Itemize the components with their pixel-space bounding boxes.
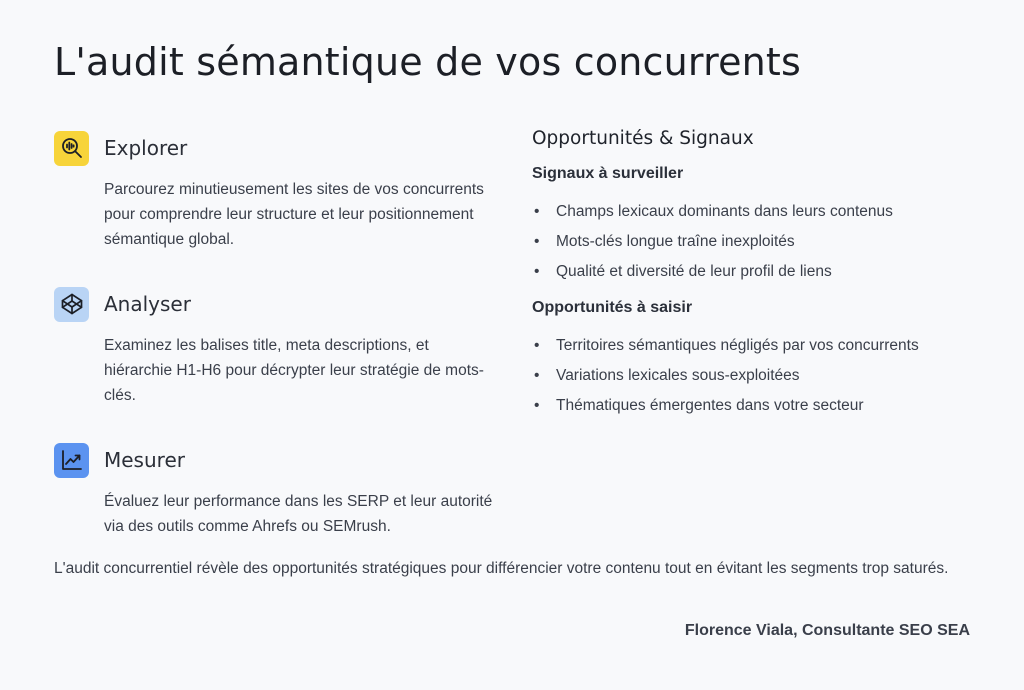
step-title: Explorer — [104, 136, 188, 160]
step-description: Parcourez minutieusement les sites de vos concurrents pour comprendre leur structure et leur positionnement sémantique global. — [104, 181, 484, 248]
list-item: • Territoires sémantiques négligés par vos concurrents — [532, 331, 992, 361]
bullet-icon: • — [534, 203, 540, 220]
opportunities-list — [532, 331, 992, 421]
list-item: • Variations lexicales sous-exploitées — [532, 361, 992, 391]
codepen-cube-icon — [54, 287, 89, 322]
step-description: Évaluez leur performance dans les SERP et leur autorité via des outils comme Ahrefs ou SEMrush. — [104, 493, 493, 535]
step-title: Analyser — [104, 292, 191, 316]
trending-up-icon — [54, 443, 89, 478]
bullet-icon: • — [534, 263, 540, 280]
list-item: • Mots-clés longue traîne inexploités — [532, 227, 992, 257]
step-analyser — [54, 286, 494, 408]
step-mesurer — [54, 442, 494, 539]
steps-column — [54, 130, 494, 573]
step-header — [54, 442, 494, 478]
bullet-icon: • — [534, 233, 540, 250]
step-description: Examinez les balises title, meta descriptions, et hiérarchie H1-H6 pour décrypter leur stratégie de mots-clés. — [104, 337, 484, 404]
bullet-icon: • — [534, 367, 540, 384]
opportunities-title: Opportunités à saisir — [532, 299, 693, 316]
author-signature: Florence Viala, Consultante SEO SEA — [684, 622, 970, 639]
step-header — [54, 286, 494, 322]
section-title: Opportunités & Signaux — [532, 128, 754, 149]
list-item: • Champs lexicaux dominants dans leurs contenus — [532, 197, 992, 227]
step-explorer — [54, 130, 494, 252]
list-item: • Thématiques émergentes dans votre secteur — [532, 391, 992, 421]
signals-list — [532, 197, 992, 287]
signals-title: Signaux à surveiller — [532, 165, 684, 182]
bullet-icon: • — [534, 397, 540, 414]
opportunities-panel — [532, 128, 992, 421]
conclusion-text: L'audit concurrentiel révèle des opportunités stratégiques pour différencier votre contenu tout en évitant les segments trop saturés. — [54, 560, 949, 577]
page-title: L'audit sémantique de vos concurrents — [54, 40, 802, 84]
bullet-icon: • — [534, 337, 540, 354]
search-waveform-icon — [54, 131, 89, 166]
step-header — [54, 130, 494, 166]
list-item: • Qualité et diversité de leur profil de liens — [532, 257, 992, 287]
step-title: Mesurer — [104, 448, 185, 472]
